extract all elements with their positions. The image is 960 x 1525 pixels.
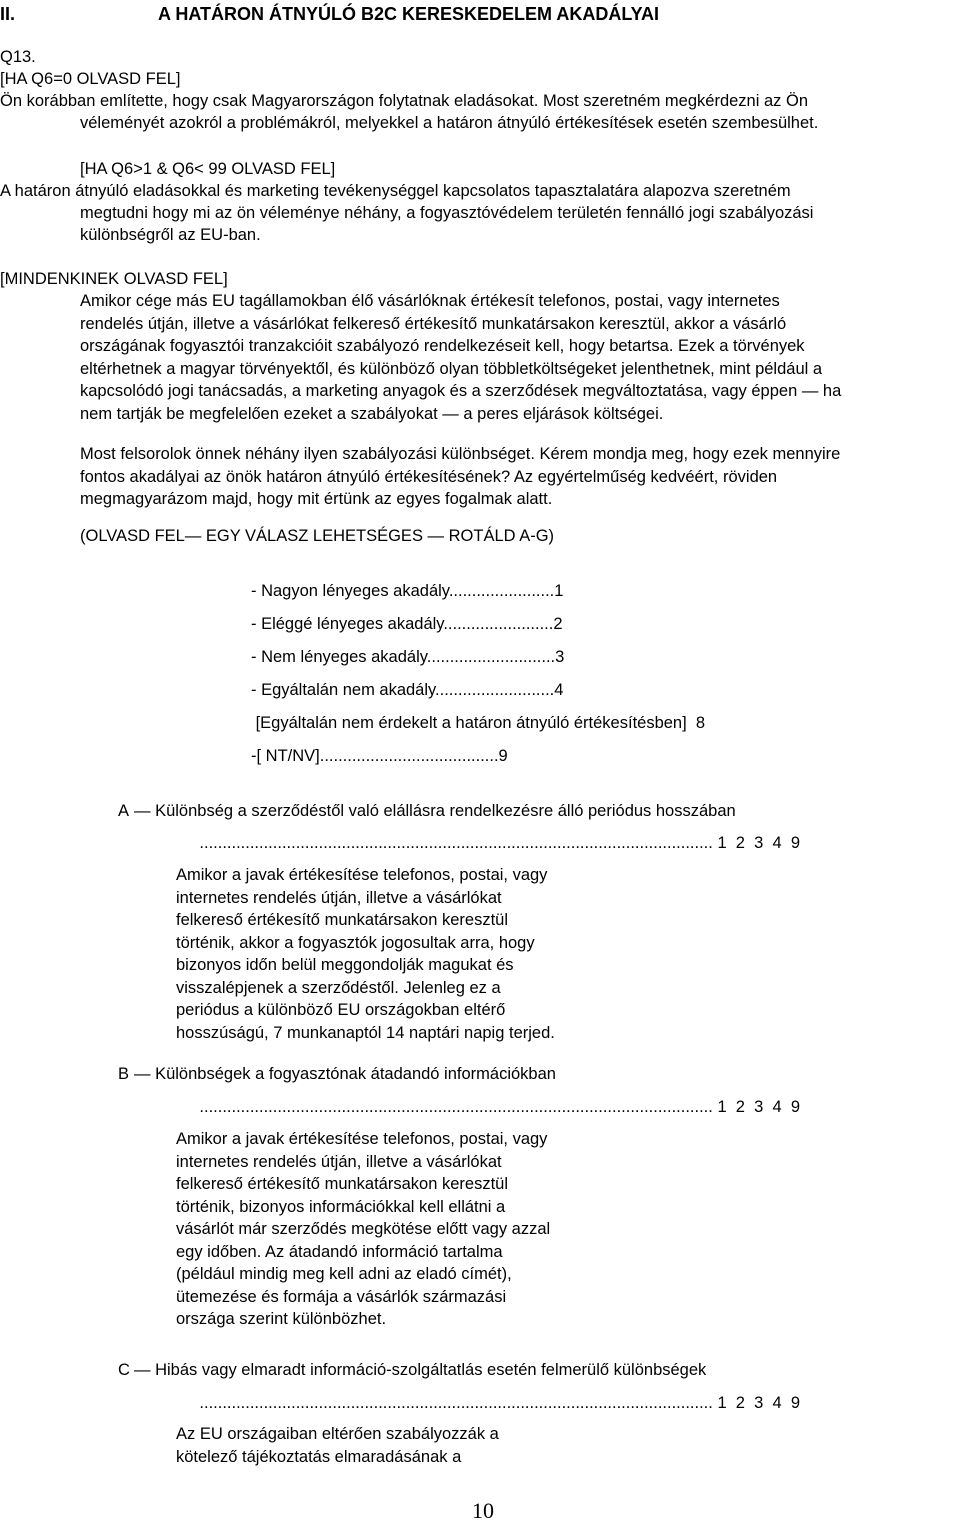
para-line: eltérhetnek a magyar törvényektől, és különböző olyan többletköltségeket jelenthetnek, mint például a [80, 359, 823, 378]
item-c-title: — Hibás vagy elmaradt információ-szolgáltatlás esetén felmerülő különbségek [134, 1361, 707, 1379]
scale-option-8: [Egyáltalán nem érdekelt a határon átnyúló értékesítésben] 8 [251, 714, 706, 732]
desc-line: hosszúságú, 7 munkanaptól 14 naptári napig terjed. [176, 1023, 555, 1042]
desc-line: internetes rendelés útján, illetve a vásárlókat [176, 888, 502, 907]
condition-everyone: [MINDENKINEK OLVASD FEL] [0, 270, 228, 288]
desc-line: Amikor a javak értékesítése telefonos, postai, vagy [176, 1130, 548, 1148]
item-c-letter: C [118, 1361, 130, 1379]
section-number: II. [0, 4, 16, 24]
scale-option-4: - Egyáltalán nem akadály..........................4 [251, 681, 564, 699]
item-c-codes: ................................................................................................................ 1 2 3 4 9 [199, 1394, 800, 1412]
item-b-title: — Különbségek a fogyasztónak átadandó információkban [134, 1065, 556, 1083]
desc-line: felkereső értékesítő munkatársakon keresztül [176, 1175, 508, 1193]
desc-line: bizonyos időn belül meggondolják magukat és [176, 956, 514, 974]
reading-instruction: (OLVASD FEL— EGY VÁLASZ LEHETSÉGES — ROTÁLD A-G) [80, 527, 555, 545]
item-a-description [176, 864, 555, 1044]
item-b-letter: B [118, 1065, 130, 1083]
para-line: nem tartják be megfelelően ezeket a szabályokat — a peres eljárások költségei. [80, 404, 664, 423]
page-number: 10 [472, 1498, 494, 1523]
desc-line: felkereső értékesítő munkatársakon keresztül [176, 911, 508, 929]
para-line: Amikor cége más EU tagállamokban élő vásárlóknak értékesít telefonos, postai, vagy internetes [80, 292, 780, 310]
desc-line: Amikor a javak értékesítése telefonos, postai, vagy [176, 866, 548, 884]
cond2-line-3: különbségről az EU-ban. [80, 226, 261, 244]
list-intro-paragraph [80, 443, 840, 511]
cond2-line-1: A határon átnyúló eladásokkal és marketing tevékenységgel kapcsolatos tapasztalatára alapozva szeretném [0, 182, 791, 200]
para-line: rendelés útján, illetve a vásárlókat felkereső értékesítő munkatársakon keresztül, akkor a vásárló [80, 314, 787, 333]
question-id: Q13. [0, 48, 36, 66]
scale-option-1: - Nagyon lényeges akadály.......................1 [251, 582, 564, 600]
item-a-letter: A [118, 802, 130, 820]
item-a-codes: ................................................................................................................ 1 2 3 4 9 [199, 834, 800, 852]
item-a-title: — Különbség a szerződéstől való elállásra rendelkezésre álló periódus hosszában [134, 802, 736, 820]
desc-line: történik, akkor a fogyasztók jogosultak arra, hogy [176, 933, 535, 952]
cond2-line-2: megtudni hogy mi az ön véleménye néhány, a fogyasztóvédelem területén fennálló jogi szabályozási [80, 204, 814, 222]
desc-line: ütemezése és formája a vásárlók származási [176, 1287, 507, 1306]
desc-line: internetes rendelés útján, illetve a vásárlókat [176, 1152, 502, 1171]
desc-line: egy időben. Az átadandó információ tartalma [176, 1242, 503, 1261]
para-line: kapcsolódó jogi tanácsadás, a marketing anyagok és a szerződések megváltoztatása, vagy éppen — ha [80, 382, 842, 400]
desc-line: Az EU országaiban eltérően szabályozzák a [176, 1425, 499, 1443]
desc-line: periódus a különböző EU országokban eltérő [176, 1001, 506, 1019]
explanation-paragraph [80, 290, 841, 425]
intro-line-2: véleményét azokról a problémákról, melyekkel a határon átnyúló értékesítések esetén szembesülhet. [80, 114, 819, 132]
item-b-description [176, 1128, 550, 1331]
section-title: A HATÁRON ÁTNYÚLÓ B2C KERESKEDELEM AKADÁLYAI [158, 4, 660, 24]
list-intro-line: megmagyarázom majd, hogy mit értünk az egyes fogalmak alatt. [80, 490, 553, 508]
list-intro-line: Most felsorolok önnek néhány ilyen szabályozási különbséget. Kérem mondja meg, hogy ezek mennyire [80, 445, 841, 463]
item-c-description [176, 1423, 499, 1468]
scale-option-2: - Eléggé lényeges akadály........................2 [251, 615, 563, 633]
desc-line: (például mindig meg kell adni az eladó címét), [176, 1265, 512, 1283]
condition-q6-range: [HA Q6>1 & Q6< 99 OLVASD FEL] [80, 160, 336, 178]
item-b-codes: ................................................................................................................ 1 2 3 4 9 [199, 1098, 800, 1116]
desc-line: visszalépjenek a szerződéstől. Jelenleg ez a [176, 978, 501, 997]
intro-line-1: Ön korábban említette, hogy csak Magyarországon folytatnak eladásokat. Most szeretném megkérdezni az Ön [0, 92, 808, 110]
para-line: országának fogyasztói tranzakcióit szabályozó rendelkezéseit kell, hogy betartsa. Ezek a törvények [80, 337, 805, 355]
desc-line: történik, bizonyos információkkal kell ellátni a [176, 1197, 506, 1216]
list-intro-line: fontos akadályai az önök határon átnyúló értékesítésének? Az egyértelműség kedvéért, röviden [80, 467, 778, 486]
desc-line: vásárlót már szerződés megkötése előtt vagy azzal [176, 1220, 551, 1238]
condition-q6-zero: [HA Q6=0 OLVASD FEL] [0, 70, 181, 88]
scale-option-9: -[ NT/NV].......................................9 [251, 747, 508, 765]
desc-line: országa szerint különbözhet. [176, 1310, 387, 1328]
desc-line: kötelező tájékoztatás elmaradásának a [176, 1447, 462, 1466]
scale-option-3: - Nem lényeges akadály............................3 [251, 648, 565, 666]
